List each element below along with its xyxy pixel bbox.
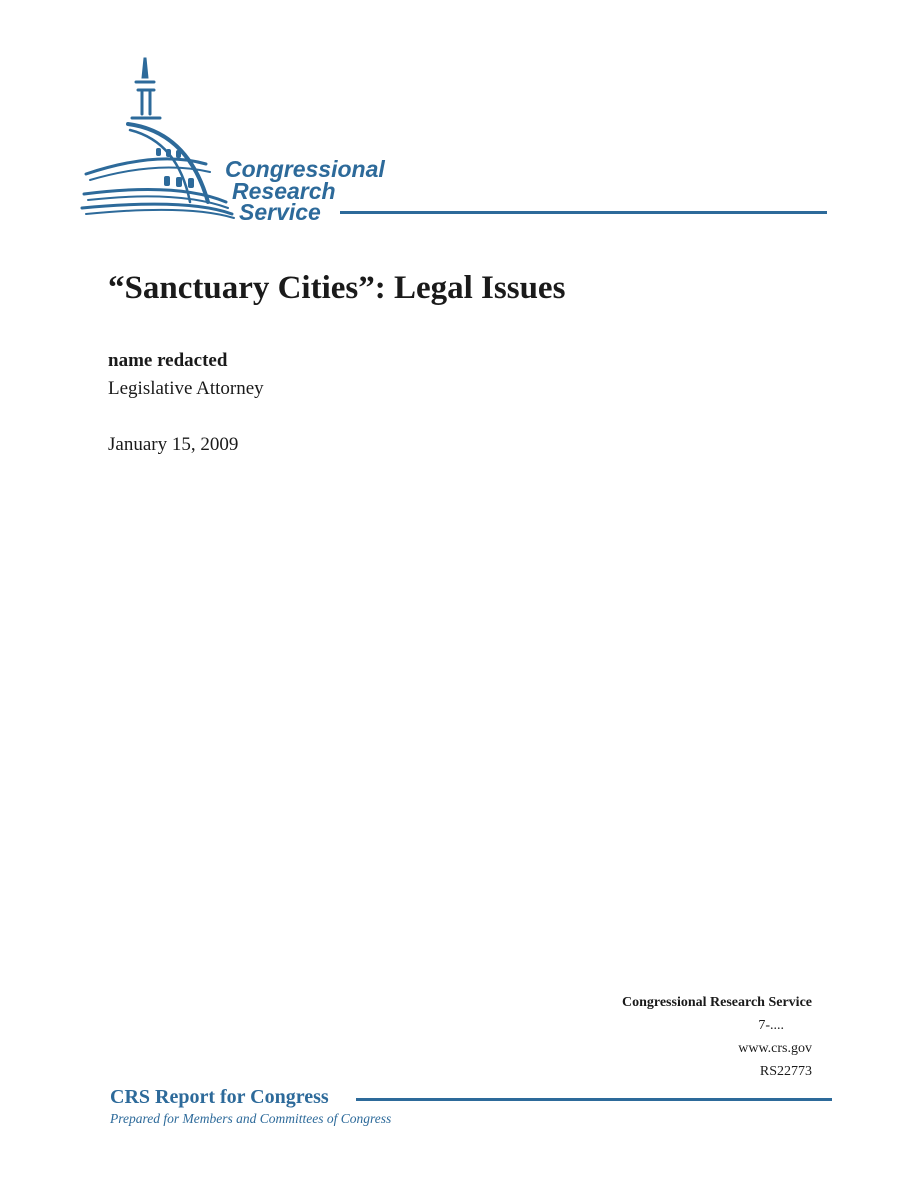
capitol-dome-icon: [78, 52, 838, 232]
report-title: “Sanctuary Cities”: Legal Issues: [108, 270, 566, 306]
author-role: Legislative Attorney: [108, 378, 264, 399]
author-name: name redacted: [108, 350, 228, 371]
crs-report-label: CRS Report for Congress: [110, 1086, 329, 1108]
header-rule: [340, 211, 827, 214]
crs-tagline: Prepared for Members and Committees of Congress: [110, 1111, 392, 1126]
website-link[interactable]: www.crs.gov: [738, 1041, 812, 1056]
logo-text-research: Research: [232, 178, 336, 204]
organization-name: Congressional Research Service: [621, 995, 812, 1010]
logo-text-congressional: Congressional: [225, 156, 385, 182]
footer-rule: [356, 1098, 832, 1101]
phone-number: 7-....: [758, 1018, 784, 1033]
report-date: January 15, 2009: [108, 434, 239, 455]
report-number: RS22773: [759, 1064, 812, 1079]
report-info-block: [622, 991, 812, 1083]
logo-text-service: Service: [239, 199, 321, 225]
